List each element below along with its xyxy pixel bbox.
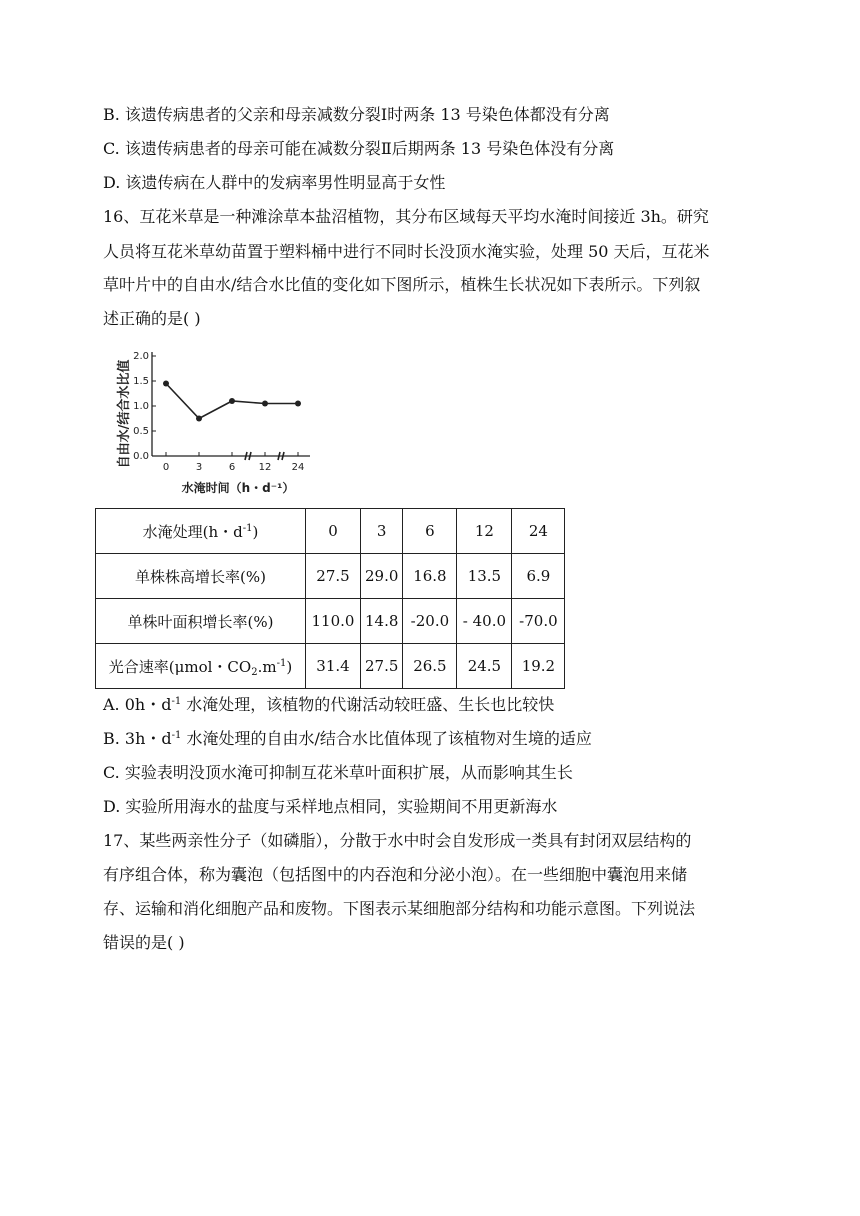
table-header-label: 水淹处理(h・$d^{-1}$) <box>96 509 306 554</box>
table-cell: 6.9 <box>512 554 565 599</box>
question-16-line-1: 16、互花米草是一种滩涂草本盐沼植物，其分布区域每天平均水淹时间接近 3h。研究 <box>103 207 709 226</box>
chart-y-tick-label: 1.0 <box>133 401 149 412</box>
chart-y-tick-label: 1.5 <box>133 376 149 387</box>
table-row <box>96 599 565 644</box>
table-header-cell: 3 <box>361 509 403 554</box>
question-17-line-2: 有序组合体，称为囊泡（包括图中的内吞泡和分泌小泡）。在一些细胞中囊泡用来储 <box>103 865 688 884</box>
table-header-row <box>96 509 565 554</box>
chart-x-tick-label: 24 <box>291 462 305 473</box>
table-cell: 29.0 <box>361 554 403 599</box>
option-b-q15: B. 该遗传病患者的父亲和母亲减数分裂Ⅰ时两条 13 号染色体都没有分离 <box>103 105 610 124</box>
option-d-q15: D. 该遗传病在人群中的发病率男性明显高于女性 <box>103 173 446 192</box>
table-header-cell: 6 <box>403 509 457 554</box>
table-header-cell: 0 <box>306 509 361 554</box>
table-row <box>96 644 565 689</box>
chart-y-tick-label: 0.5 <box>133 426 149 437</box>
question-17-line-3: 存、运输和消化细胞产品和废物。下图表示某细胞部分结构和功能示意图。下列说法 <box>103 899 696 918</box>
question-17-line-4: 错误的是( ) <box>103 933 185 952</box>
question-16-line-3: 草叶片中的自由水/结合水比值的变化如下图所示，植株生长状况如下表所示。下列叙 <box>103 275 701 294</box>
growth-data-table <box>95 508 565 689</box>
table-cell: - 40.0 <box>457 599 512 644</box>
question-16-line-2: 人员将互花米草幼苗置于塑料桶中进行不同时长没顶水淹实验，处理 50 天后，互花米 <box>103 242 710 261</box>
table-cell: -20.0 <box>403 599 457 644</box>
chart-data-point <box>163 381 169 387</box>
table-row <box>96 554 565 599</box>
table-cell: 14.8 <box>361 599 403 644</box>
water-ratio-line-chart <box>114 338 314 500</box>
table-row-label: 单株株高增长率(%) <box>96 554 306 599</box>
table-cell: 27.5 <box>361 644 403 689</box>
chart-x-tick-label: 6 <box>228 462 236 473</box>
chart-y-tick-label: 0.0 <box>133 451 149 462</box>
table-cell: 110.0 <box>306 599 361 644</box>
table-cell: 27.5 <box>306 554 361 599</box>
chart-axes <box>152 352 310 460</box>
question-16-line-4: 述正确的是( ) <box>103 309 201 328</box>
table-cell: -70.0 <box>512 599 565 644</box>
chart-x-tick-label: 12 <box>258 462 272 473</box>
table-cell: 26.5 <box>403 644 457 689</box>
table-row-label: 单株叶面积增长率(%) <box>96 599 306 644</box>
chart-x-axis-label: 水淹时间（h・d⁻¹） <box>181 481 295 495</box>
option-c-q16: C. 实验表明没顶水淹可抑制互花米草叶面积扩展，从而影响其生长 <box>103 763 573 782</box>
table-row-label: 光合速率(μmol・$CO_2.m^{-1}$) <box>96 644 306 689</box>
chart-data-point <box>295 401 301 407</box>
option-c-q15: C. 该遗传病患者的母亲可能在减数分裂Ⅱ后期两条 13 号染色体没有分离 <box>103 139 615 158</box>
table-cell: 24.5 <box>457 644 512 689</box>
chart-data-point <box>262 401 268 407</box>
table-cell: 13.5 <box>457 554 512 599</box>
table-header-cell: 12 <box>457 509 512 554</box>
table-cell: 16.8 <box>403 554 457 599</box>
option-a-q16: A. 0h・$d^{-1}$ 水淹处理，该植物的代谢活动较旺盛、生长也比较快 <box>103 695 555 714</box>
chart-data-point <box>229 398 235 404</box>
table-header-cell: 24 <box>512 509 565 554</box>
chart-x-tick-label: 0 <box>162 462 170 473</box>
option-d-q16: D. 实验所用海水的盐度与采样地点相同，实验期间不用更新海水 <box>103 797 558 816</box>
question-17-line-1: 17、某些两亲性分子（如磷脂），分散于水中时会自发形成一类具有封闭双层结构的 <box>103 831 692 850</box>
option-b-q16: B. 3h・$d^{-1}$ 水淹处理的自由水/结合水比值体现了该植物对生境的适应 <box>103 729 592 748</box>
table-cell: 31.4 <box>306 644 361 689</box>
chart-series <box>163 381 301 422</box>
chart-y-tick-label: 2.0 <box>133 351 149 362</box>
chart-y-axis-label: 自由水/结合水比值 <box>117 359 132 469</box>
table-cell: 19.2 <box>512 644 565 689</box>
chart-x-tick-label: 3 <box>195 462 203 473</box>
chart-data-point <box>196 416 202 422</box>
